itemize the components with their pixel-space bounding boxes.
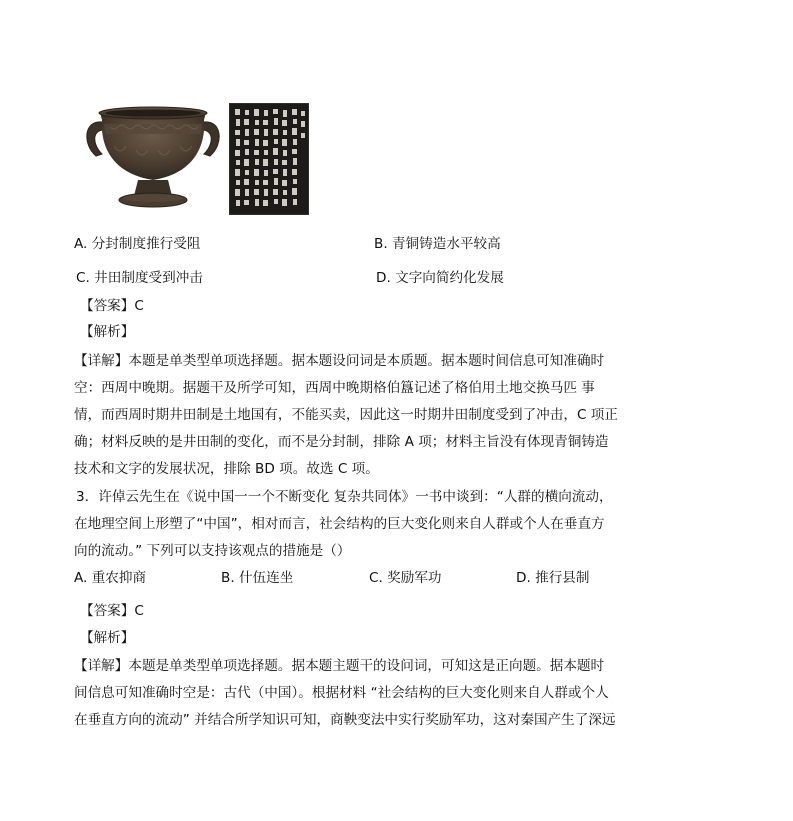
option-c: C. 奖励军功 (369, 570, 442, 586)
inscription-rubbing-image (229, 103, 309, 215)
detail-line: 【详解】本题是单类型单项选择题。据本题设问词是本质题。据本题时间信息可知准确时 (74, 353, 605, 369)
detail-line: 情，而西周时期井田制是土地国有，不能买卖，因此这一时期井田制度受到了冲击，C 项正 (74, 407, 618, 423)
analysis-label: 【解析】 (80, 630, 135, 646)
answer-label: 【答案】C (80, 603, 144, 619)
detail-line: 空：西周中晚期。据题干及所学可知，西周中晚期格伯簋记述了格伯用土地交换马匹 事 (74, 380, 595, 396)
option-d: D. 推行县制 (516, 570, 590, 586)
option-b: B. 青铜铸造水平较高 (374, 236, 501, 252)
detail-line: 【详解】本题是单类型单项选择题。据本题主题干的设问词，可知这是正向题。据本题时 (74, 658, 605, 674)
option-a: A. 重农抑商 (74, 570, 147, 586)
detail-line: 确；材料反映的是井田制的变化，而不是分封制，排除 A 项；材料主旨没有体现青铜铸造 (74, 434, 609, 450)
question-3-stem: 在地理空间上形塑了“中国”，相对而言，社会结构的巨大变化则来自人群或个人在垂直方 (74, 516, 605, 532)
bronze-vessel-image (80, 100, 226, 214)
detail-line: 在垂直方向的流动” 并结合所学知识可知，商鞅变法中实行奖励军功，这对秦国产生了深远 (74, 712, 616, 728)
analysis-label: 【解析】 (80, 324, 135, 340)
option-d: D. 文字向简约化发展 (376, 270, 504, 286)
option-c: C. 井田制度受到冲击 (76, 270, 203, 286)
question-3-stem: 3．许倬云先生在《说中国一一个不断变化 复杂共同体》一书中谈到：“人群的横向流动， (76, 489, 613, 505)
detail-line: 技术和文字的发展状况，排除 BD 项。故选 C 项。 (74, 461, 379, 477)
question-3-stem: 向的流动。” 下列可以支持该观点的措施是（） (74, 543, 351, 559)
option-b: B. 什伍连坐 (221, 570, 294, 586)
option-a: A. 分封制度推行受阻 (74, 236, 201, 252)
detail-line: 间信息可知准确时空是：古代（中国）。根据材料 “社会结构的巨大变化则来自人群或个人 (74, 685, 609, 701)
answer-label: 【答案】C (80, 298, 144, 314)
